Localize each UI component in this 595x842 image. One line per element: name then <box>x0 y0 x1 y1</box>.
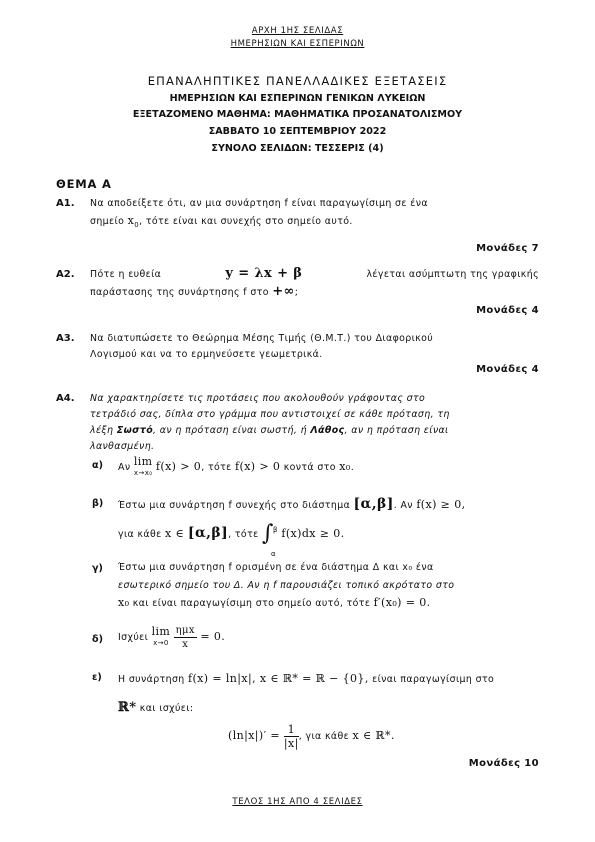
statement-a-label: α) <box>92 460 103 471</box>
exam-subject: ΕΞΕΤΑΖΟΜΕΝΟ ΜΑΘΗΜΑ: ΜΑΘΗΜΑΤΙΚΑ ΠΡΟΣΑΝΑΤΟΛΙΣΜΟΥ <box>132 109 463 120</box>
question-a4-instr-line4: λανθασμένη. <box>90 441 155 452</box>
exam-date: ΣΑΒΒΑΤΟ 10 ΣΕΠΤΕΜΒΡΙΟΥ 2022 <box>208 126 387 137</box>
question-a4-instr-line1: Να χαρακτηρίσετε τις προτάσεις που ακολουθούν γράφοντας στο <box>90 393 426 404</box>
statement-c-line2: εσωτερικό σημείο του Δ. Αν η f παρουσιάζει τοπικό ακρότατο στο <box>118 580 455 591</box>
question-a2-line1: Πότε η ευθεία y = λx + β λέγεται ασύμπτωτη της γραφικής <box>90 266 539 281</box>
question-a2-line2: παράστασης της συνάρτησης f στο +∞; <box>90 284 299 299</box>
question-a4-number: Α4. <box>56 393 75 404</box>
statement-b-line2: για κάθε x ∈ [α,β], τότε ∫ β α f(x)dx ≥ 0. <box>118 520 345 558</box>
statement-e-formula: (ln|x|)′ = $\frac{1}{|x|}$ , για κάθε x ∈ ℝ*. <box>228 722 395 750</box>
page-footer: ΤΕΛΟΣ 1ΗΣ ΑΠΟ 4 ΣΕΛΙΔΕΣ <box>232 797 363 807</box>
statement-c-line3: x₀ και είναι παραγωγίσιμη στο σημείο αυτό, τότε f′(x₀) = 0. <box>118 596 431 609</box>
statement-c-label: γ) <box>92 563 103 574</box>
question-a4-marks: Μονάδες 10 <box>468 758 539 769</box>
question-a1-number: Α1. <box>56 198 75 209</box>
exam-subtitle-schools: ΗΜΕΡΗΣΙΩΝ ΚΑΙ ΕΣΠΕΡΙΝΩΝ ΓΕΝΙΚΩΝ ΛΥΚΕΙΩΝ <box>169 93 426 104</box>
header-school-type: ΗΜΕΡΗΣΙΩΝ ΚΑΙ ΕΣΠΕΡΙΝΩΝ <box>230 39 365 49</box>
header-start-page: ΑΡΧΗ 1ΗΣ ΣΕΛΙΔΑΣ <box>251 26 344 36</box>
statement-d-label: δ) <box>92 634 103 645</box>
question-a4-instr-line2: τετράδιό σας, δίπλα στο γράμμα που αντιστοιχεί σε κάθε πρόταση, τη <box>90 409 450 420</box>
statement-b-line1: Έστω μια συνάρτηση f συνεχής στο διάστημα [α,β]. Αν f(x) ≥ 0, <box>118 496 466 512</box>
question-a4-instr-line3: λέξη Σωστό, αν η πρόταση είναι σωστή, ή Λάθος, αν η πρόταση είναι <box>90 425 449 436</box>
question-a1-marks: Μονάδες 7 <box>476 243 539 254</box>
statement-c-line1: Έστω μια συνάρτηση f ορισμένη σε ένα διάστημα Δ και x₀ ένα <box>118 562 434 573</box>
question-a1-line2: σημείο $x_0$, τότε είναι και συνεχής στο σημείο αυτό. <box>90 214 353 229</box>
statement-e-line1: Η συνάρτηση f(x) = ln|x|, x ∈ ℝ* = ℝ − {0}, είναι παραγωγίσιμη στο <box>118 672 495 685</box>
statement-b-label: β) <box>92 498 104 509</box>
question-a2-number: Α2. <box>56 269 75 280</box>
question-a2-marks: Μονάδες 4 <box>476 305 539 316</box>
section-title: ΘΕΜΑ Α <box>56 177 112 191</box>
statement-d-text: Ισχύει lim x→0 $\frac{\text{ημx}}{x}$ = 0. <box>118 624 226 650</box>
integral-symbol: ∫ β α <box>261 520 278 558</box>
question-a1-line1: Να αποδείξετε ότι, αν μια συνάρτηση f είναι παραγωγίσιμη σε ένα <box>90 198 428 209</box>
exam-page-count: ΣΥΝΟΛΟ ΣΕΛΙΔΩΝ: ΤΕΣΣΕΡΙΣ (4) <box>211 143 384 154</box>
statement-e-line2: ℝ* και ισχύει: <box>118 700 194 715</box>
question-a3-marks: Μονάδες 4 <box>476 364 539 375</box>
question-a3-number: Α3. <box>56 333 75 344</box>
statement-e-label: ε) <box>92 672 102 683</box>
question-a3-line2: Λογισμού και να το ερμηνεύσετε γεωμετρικά. <box>90 349 323 360</box>
statement-a-text: Αν lim x→x₀ f(x) > 0, τότε f(x) > 0 κοντά στο x₀. <box>118 455 355 477</box>
question-a3-line1: Να διατυπώσετε το Θεώρημα Μέσης Τιμής (Θ.Μ.Τ.) του Διαφορικού <box>90 333 434 344</box>
exam-title: ΕΠΑΝΑΛΗΠΤΙΚΕΣ ΠΑΝΕΛΛΑΔΙΚΕΣ ΕΞΕΤΑΣΕΙΣ <box>147 74 448 88</box>
